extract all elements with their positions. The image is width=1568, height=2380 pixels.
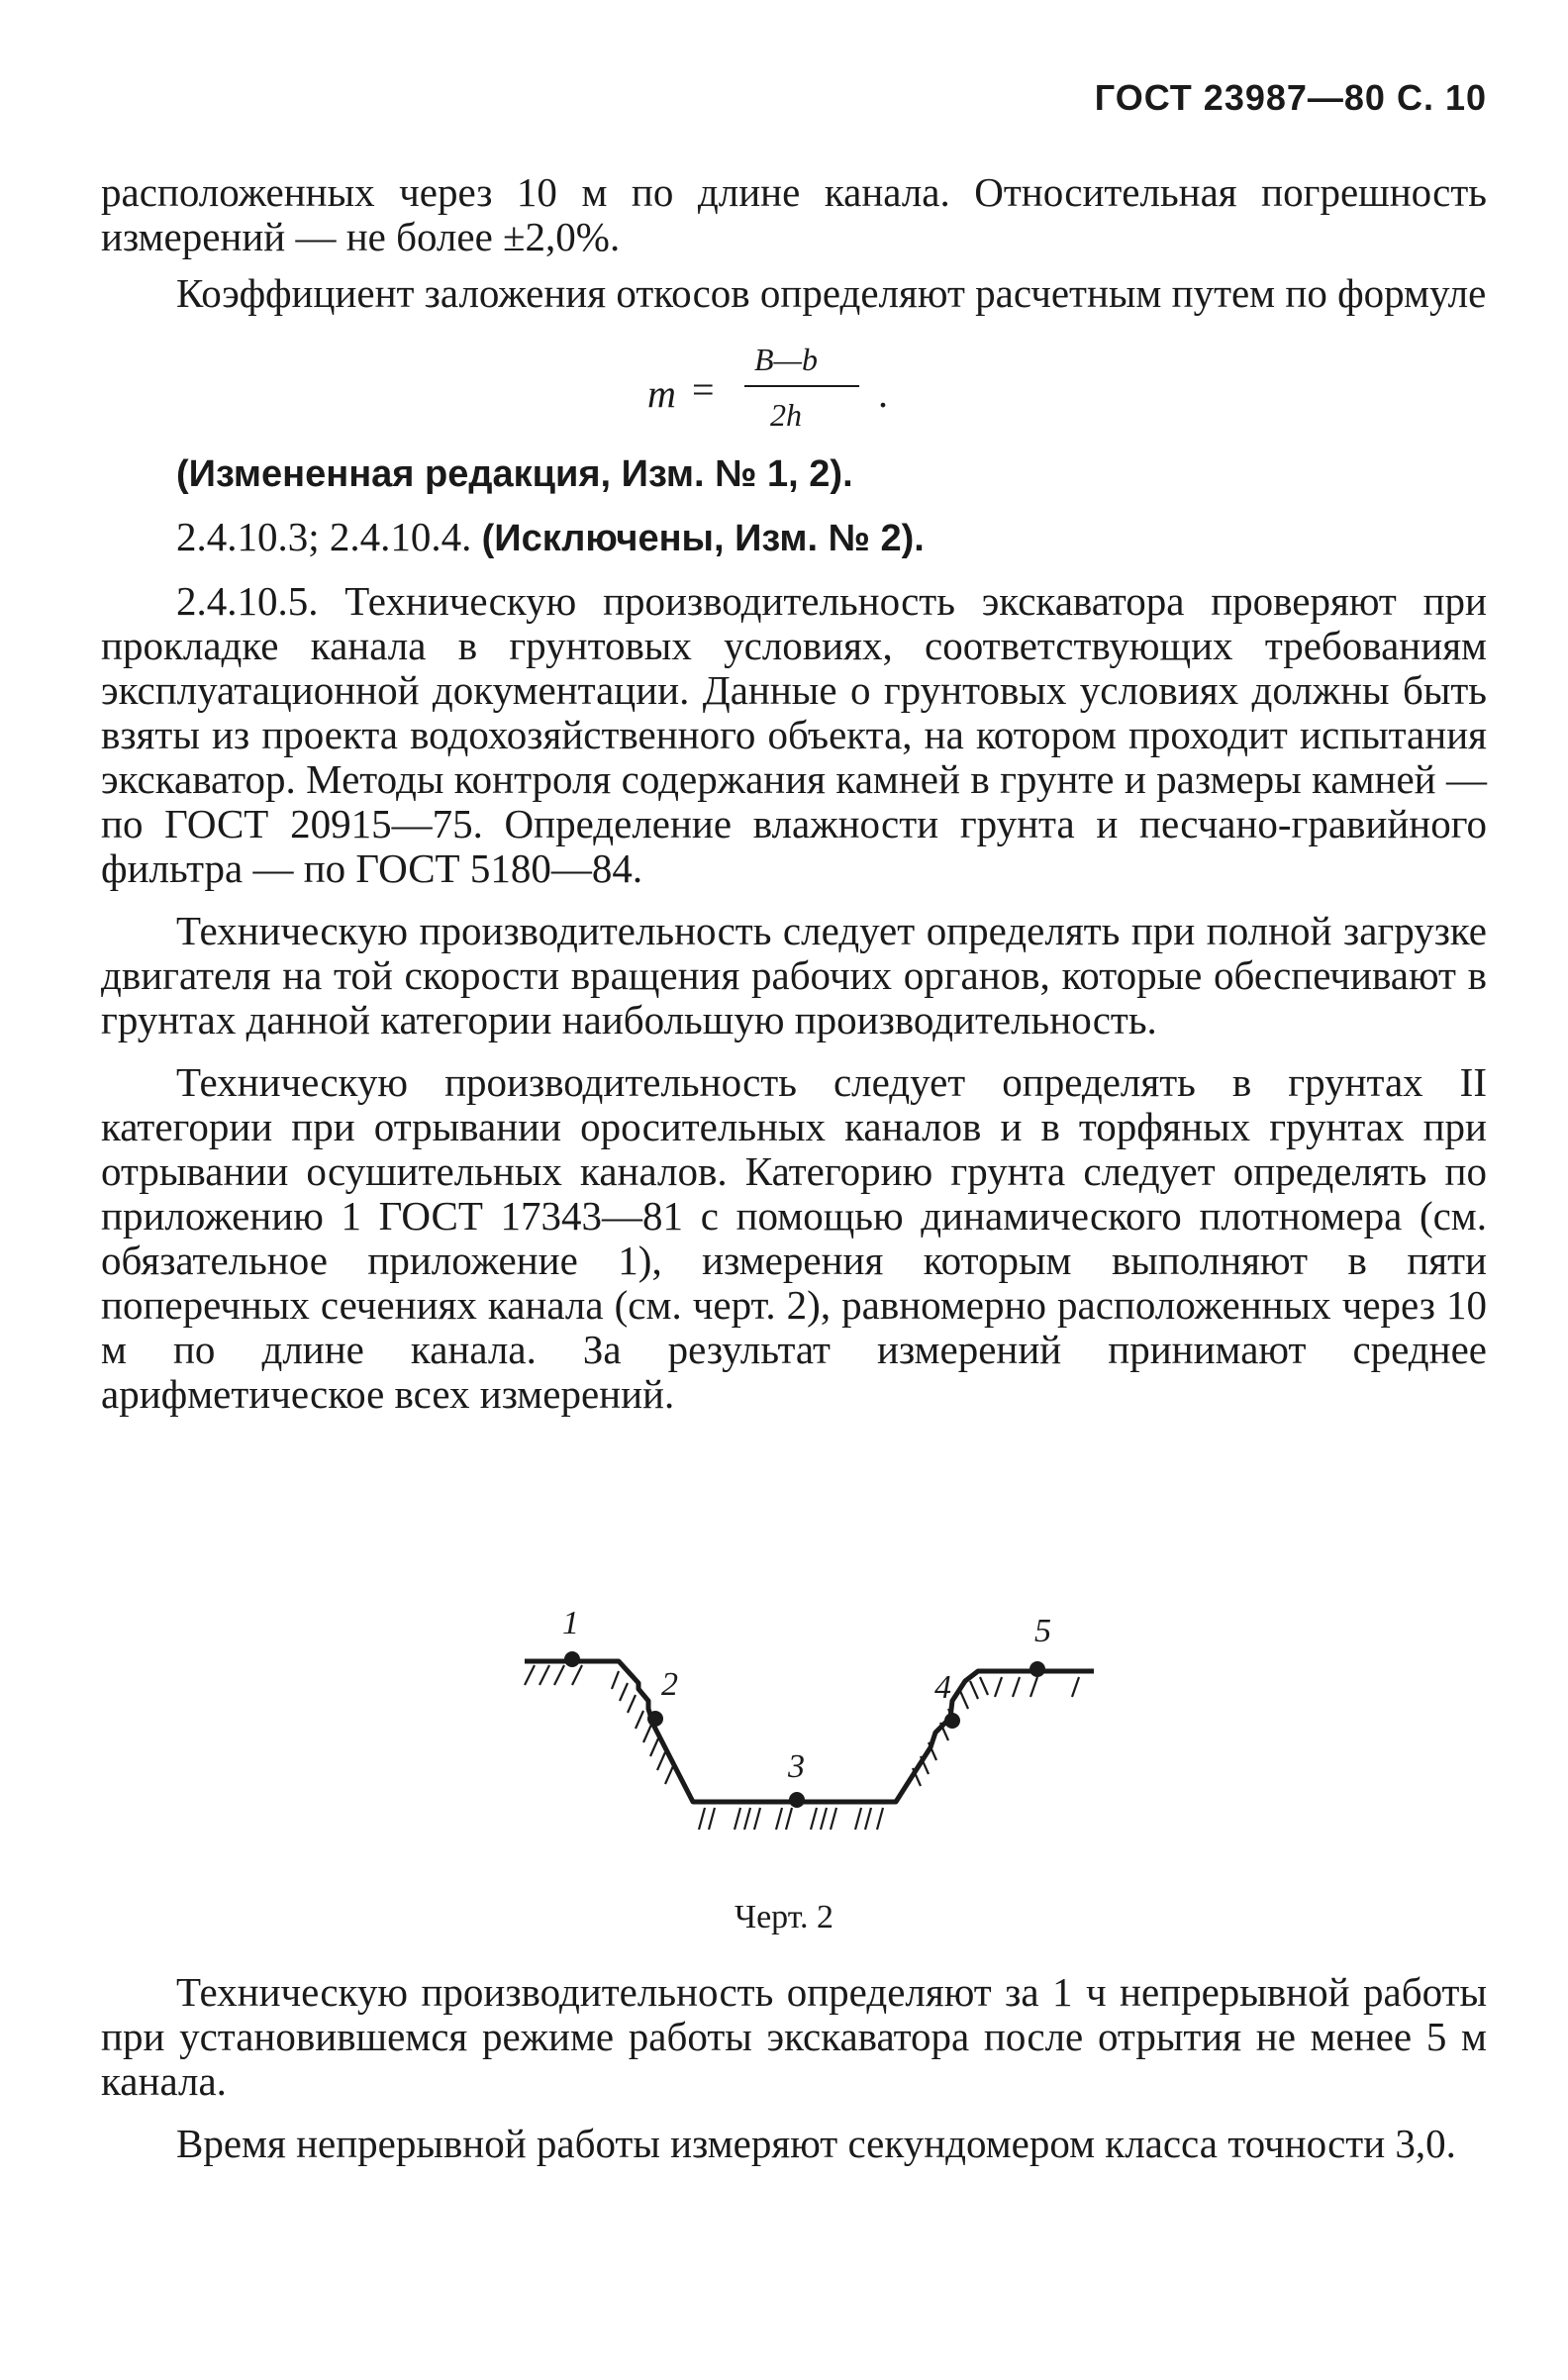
text-block-lower bbox=[101, 1970, 1487, 2184]
canal-profile-line bbox=[525, 1661, 1094, 1802]
measurement-point-1 bbox=[564, 1651, 580, 1667]
measurement-point-5 bbox=[1029, 1661, 1045, 1677]
point-label-4: 4 bbox=[934, 1669, 951, 1706]
measurement-point-2 bbox=[647, 1711, 663, 1727]
slope-formula bbox=[101, 334, 1487, 441]
point-label-3: 3 bbox=[788, 1748, 805, 1785]
formula-equals: = bbox=[692, 367, 715, 412]
measurement-point-3 bbox=[789, 1792, 805, 1808]
excluded-clauses bbox=[101, 515, 1487, 561]
amendment-note-text: (Измененная редакция, Изм. № 1, 2). bbox=[176, 453, 853, 495]
excluded-clauses-numbers: 2.4.10.3; 2.4.10.4. bbox=[176, 514, 482, 559]
point-label-1: 1 bbox=[562, 1605, 579, 1641]
point-label-2: 2 bbox=[661, 1666, 678, 1703]
formula-numerator: B—b bbox=[754, 342, 818, 377]
formula-denominator: 2h bbox=[770, 397, 802, 433]
amendment-note bbox=[101, 450, 1487, 497]
paragraph-formula-intro: Коэффициент заложения откосов определяют расчетным путем по формуле bbox=[176, 270, 1487, 316]
paragraph-stopwatch: Время непрерывной работы измеряют секундомером класса точности 3,0. bbox=[176, 2121, 1456, 2166]
formula-fraction-bar bbox=[744, 385, 859, 387]
paragraph-engine-load: Техническую производительность следует определять при полной загрузке двигателя на той скорости вращения рабочих органов, которые обеспечивают в грунтах данной категории наибольшую производительность. bbox=[101, 908, 1487, 1042]
measurement-point-4 bbox=[944, 1713, 960, 1729]
paragraph-soil-category: Техническую производительность следует определять в грунтах II категории при отрывании оросительных каналов и в торфяных грунтах при отрывании осушительных каналов. Категорию грунта следует определять по приложению 1 ГОСТ 17343—81 с помощью динамического плотномера (см. обязательное приложение 1), измерения которым выполняют в пяти поперечных сечениях канала (см. черт. 2), равномерно расположенных через 10 м по длине канала. За результат измерений принимают среднее арифметическое всех измерений. bbox=[101, 1059, 1487, 1417]
point-label-5: 5 bbox=[1034, 1613, 1051, 1649]
excluded-clauses-note: (Исключены, Изм. № 2). bbox=[481, 518, 925, 559]
paragraph-continuation: расположенных через 10 м по длине канала. Относительная погрешность измерений — не более ±2,0%. bbox=[101, 169, 1487, 259]
text-block-upper bbox=[101, 170, 1487, 1435]
paragraph-productivity-hour: Техническую производительность определяют за 1 ч непрерывной работы при установившемся режиме работы экскаватора после отрытия не менее 5 м канала. bbox=[101, 1969, 1487, 2104]
page-header: ГОСТ 23987—80 С. 10 bbox=[1094, 77, 1487, 118]
formula-period: . bbox=[878, 371, 888, 416]
paragraph-2-4-10-5: 2.4.10.5. Техническую производительность экскаватора проверяют при прокладке канала в грунтовых условиях, соответствующих требованиям эксплуатационной документации. Данные о грунтовых условиях должны быть взяты из проекта водохозяйственного объекта, на котором проходит испытания экскаватор. Методы контроля содержания камней в грунте и размеры камней — по ГОСТ 20915—75. Определение влажности грунта и песчано-гравийного фильтра — по ГОСТ 5180—84. bbox=[101, 578, 1487, 891]
formula-lhs: m bbox=[647, 371, 676, 416]
figure-caption: Черт. 2 bbox=[734, 1899, 834, 1935]
canal-cross-section-diagram bbox=[495, 1574, 1128, 1851]
